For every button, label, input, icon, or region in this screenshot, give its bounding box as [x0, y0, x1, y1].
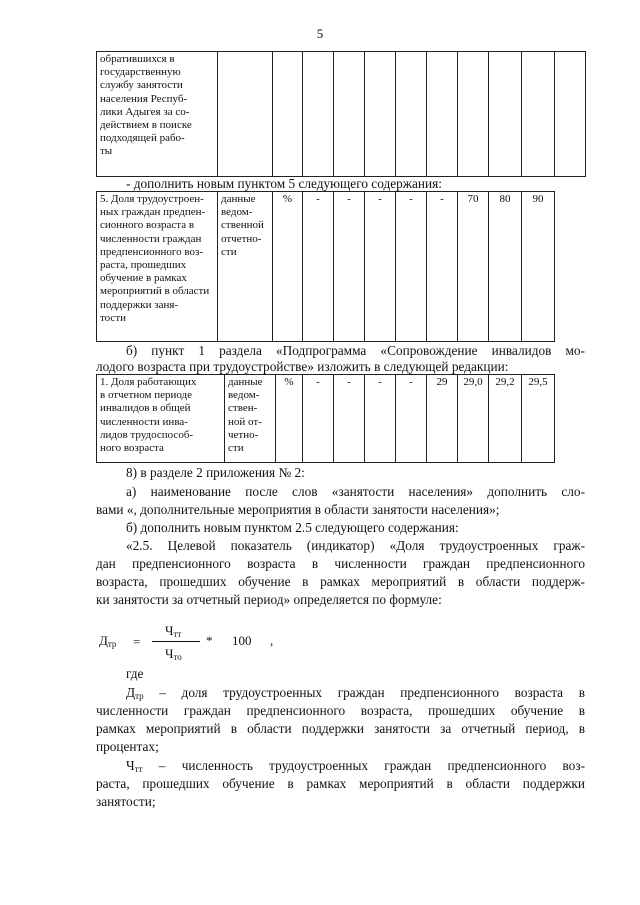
t3-label-text: 1. Доля работающих в отчетном периоде инвалидов в общей численности инва- лидов трудоспособ- ного возраста [100, 376, 197, 455]
p25-line3: возраста, прошедших обучение в рамках мероприятий в области поддерж- [96, 574, 585, 589]
p25-line1: «2.5. Целевой показатель (индикатор) «Доля трудоустроенных граж- [126, 538, 585, 553]
t2-value-cell: - [427, 192, 458, 342]
t3-value-cell: 29 [427, 375, 458, 463]
t2-label-cell [97, 192, 218, 342]
para-b1-line2: лодого возраста при трудоустройстве» изложить в следующей редакции: [96, 359, 509, 374]
t2-value-cell: - [396, 192, 427, 342]
t3-label-cell [97, 375, 225, 463]
t2-value-cell: - [365, 192, 396, 342]
where-label: где [126, 666, 144, 681]
t1-empty-cell [303, 52, 334, 177]
item-8: 8) в разделе 2 приложения № 2: [126, 465, 305, 480]
t1-label-cell [97, 52, 218, 177]
t3-value-cell: - [396, 375, 427, 463]
p25-line2: дан предпенсионного возраста в численности граждан предпенсионного [96, 556, 585, 571]
t2-unit-cell: % [273, 192, 303, 342]
t1-empty-cell [458, 52, 489, 177]
t2-source-text: данные ведом- ственной отчетно- сти [221, 193, 264, 258]
formula-denominator: Что [165, 646, 182, 662]
t1-empty-cell [218, 52, 273, 177]
def-dtr-line1: Дтр – доля трудоустроенных граждан предпенсионного возраста в [126, 685, 585, 701]
t1-empty-cell [522, 52, 555, 177]
page-number: 5 [316, 26, 324, 41]
t3-value-cell: 29,0 [458, 375, 489, 463]
def-dtr-line3: рамках мероприятий в области поддержки занятости за отчетный период, в [96, 721, 585, 736]
item-b: б) дополнить новым пунктом 2.5 следующего содержания: [126, 520, 459, 535]
def-chtt-line2: раста, прошедших обучение в рамках мероприятий в области поддержки [96, 776, 585, 791]
t2-label-text: 5. Доля трудоустроен- ных граждан предпен- сионного возраста в численности граждан предпенсионного воз- раста, прошедших обучение в рамках мероприятий в области поддержки заня- тости [100, 193, 210, 324]
t2-value-cell: - [303, 192, 334, 342]
formula-numerator: Чтт [165, 623, 182, 639]
t3-value-cell: - [303, 375, 334, 463]
formula-equals: = [133, 634, 141, 649]
formula-multiply: * [206, 633, 213, 648]
t2-value-cell: 90 [522, 192, 555, 342]
p25-line4: ки занятости за отчетный период» определяется по формуле: [96, 592, 442, 607]
formula-comma: , [270, 633, 274, 648]
t3-value-cell: - [365, 375, 396, 463]
t3-value-cell: - [334, 375, 365, 463]
t1-empty-cell [427, 52, 458, 177]
t1-empty-cell [555, 52, 586, 177]
formula-factor: 100 [232, 633, 252, 648]
para-b1-line1: б) пункт 1 раздела «Подпрограмма «Сопровождение инвалидов мо- [126, 343, 585, 358]
def-chtt-line1: Чтт – численность трудоустроенных граждан предпенсионного воз- [126, 758, 585, 774]
t3-value-cell: 29,2 [489, 375, 522, 463]
t2-value-cell: - [334, 192, 365, 342]
t3-source-text: данные ведом- ствен- ной от- четно- сти [228, 376, 263, 455]
t1-label-text: обратившихся в государственную службу занятости населения Респуб- лики Адыгея за со- действием в поиске подходящей рабо- ты [100, 53, 192, 158]
t1-empty-cell [489, 52, 522, 177]
add-item5-line: - дополнить новым пунктом 5 следующего содержания: [126, 176, 442, 191]
t3-unit-cell: % [276, 375, 303, 463]
t3-source-cell [225, 375, 276, 463]
t1-empty-cell [273, 52, 303, 177]
item-a-line1: а) наименование после слов «занятости населения» дополнить сло- [126, 484, 585, 499]
formula-lhs: Дтр [99, 633, 117, 649]
t1-empty-cell [334, 52, 365, 177]
t2-value-cell: 80 [489, 192, 522, 342]
t1-empty-cell [396, 52, 427, 177]
indicator-table-item5 [96, 191, 586, 342]
def-dtr-line2: численности граждан предпенсионного возраста, прошедших обучение в [96, 703, 585, 718]
t2-value-cell: 70 [458, 192, 489, 342]
fraction-bar [152, 641, 200, 642]
def-chtt-line3: занятости; [96, 794, 156, 809]
t2-source-cell [218, 192, 273, 342]
indicator-table-continuation [96, 51, 586, 177]
t3-value-cell: 29,5 [522, 375, 555, 463]
def-dtr-line4: процентах; [96, 739, 159, 754]
item-a-line2: вами «, дополнительные мероприятия в области занятости населения»; [96, 502, 500, 517]
indicator-table-item1 [96, 374, 586, 463]
t1-empty-cell [365, 52, 396, 177]
